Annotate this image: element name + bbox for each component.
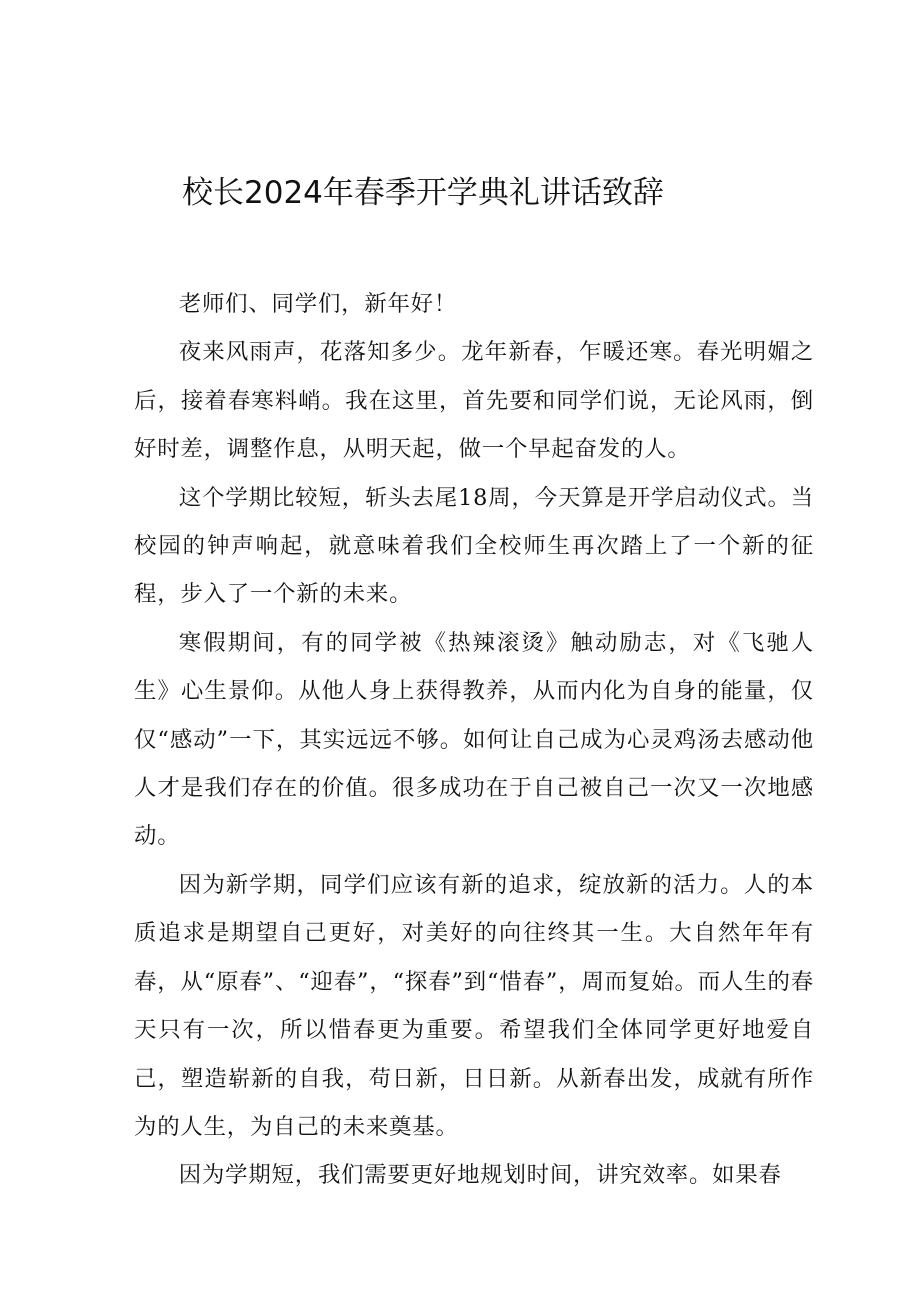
document-body	[134, 280, 814, 1200]
paragraph: 寒假期间，有的同学被《热辣滚烫》触动励志，对《飞驰人生》心生景仰。从他人身上获得教养，从而内化为自身的能量，仅仅“感动”一下，其实远远不够。如何让自己成为心灵鸡汤去感动他人才是我们存在的价值。很多成功在于自己被自己一次又一次地感动。	[134, 629, 814, 850]
paragraph: 这个学期比较短，斩头去尾18周，今天算是开学启动仪式。当校园的钟声响起，就意味着我们全校师生再次踏上了一个新的征程，步入了一个新的未来。	[134, 484, 814, 608]
paragraph-greeting: 老师们、同学们，新年好！	[178, 291, 458, 317]
document-title: 校长2024年春季开学典礼讲话致辞	[182, 175, 664, 211]
paragraph: 因为学期短，我们需要更好地规划时间，讲究效率。如果春	[178, 1162, 782, 1189]
paragraph: 夜来风雨声，花落知多少。龙年新春，乍暖还寒。春光明媚之后，接着春寒料峭。我在这里，首先要和同学们说，无论风雨，倒好时差，调整作息，从明天起，做一个早起奋发的人。	[134, 339, 814, 463]
paragraph: 因为新学期，同学们应该有新的追求，绽放新的活力。人的本质追求是期望自己更好，对美好的向往终其一生。大自然年年有春，从“原春”、“迎春”，“探春”到“惜春”，周而复始。而人生的春天只有一次，所以惜春更为重要。希望我们全体同学更好地爱自己，塑造崭新的自我，苟日新，日日新。从新春出发，成就有所作为的人生，为自己的未来奠基。	[134, 871, 814, 1140]
